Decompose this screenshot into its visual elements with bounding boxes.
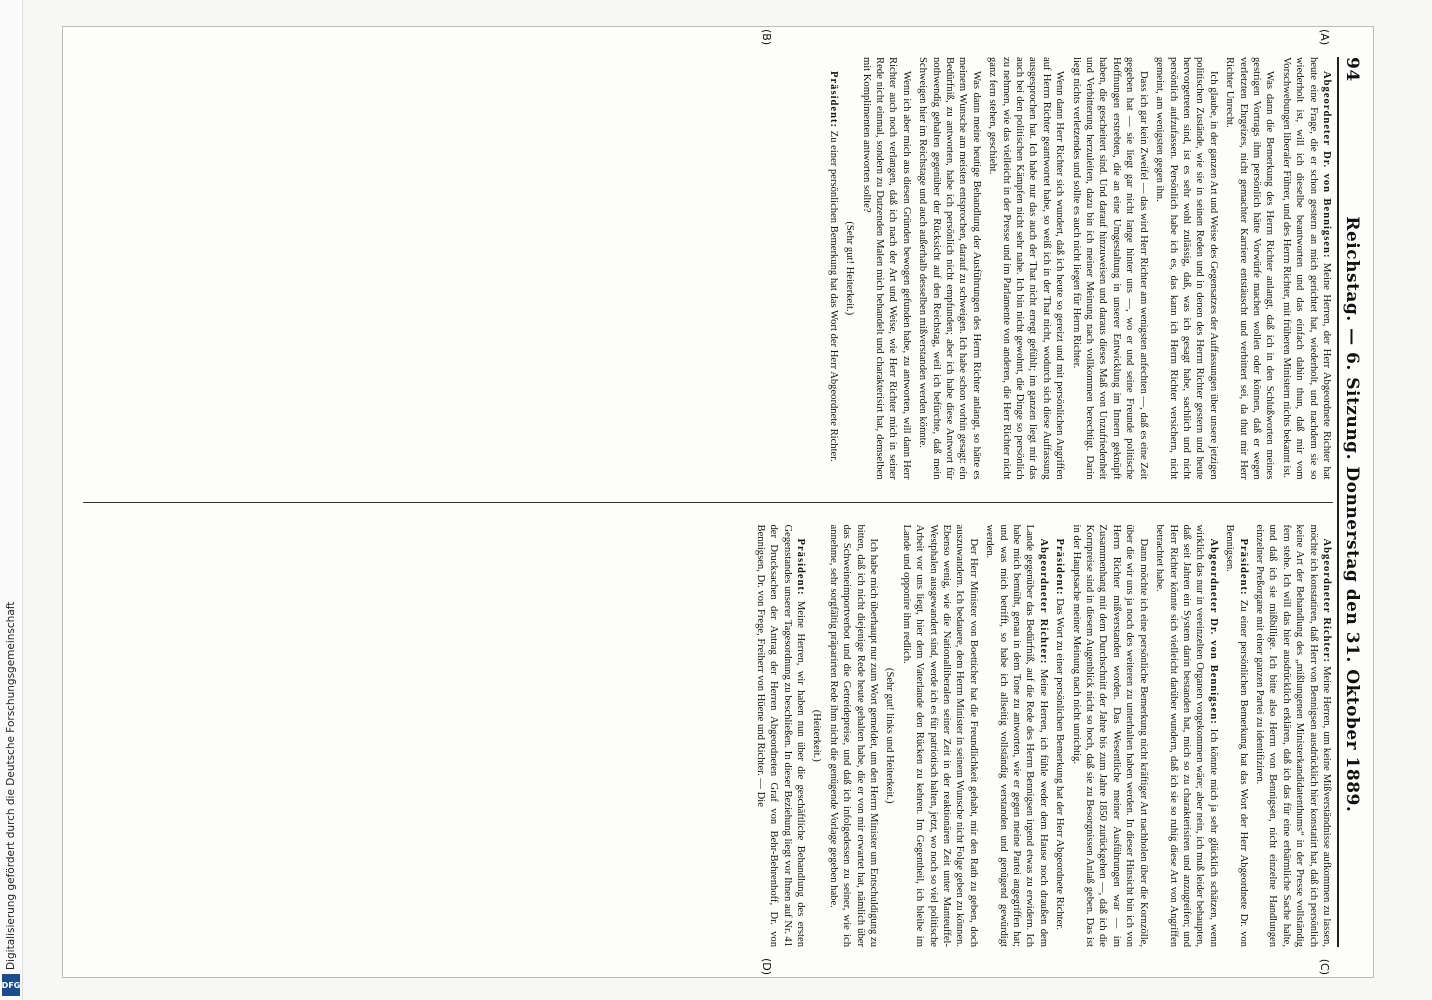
paragraph-text: Dass ich gar kein Zweifel — das wird Herr Richter am wenigsten anfechten —, daß es eine Zeit gegeben hat — sie liegt gar nicht lange hinter uns —, wo er und seine Freunde politische Hoffnungen erstrebten, die an eine Umgestaltung in unserer Entwicklung im Innern geknüpft haben, die gescheitert sind. Und darauf hinzuweisen und daraus dieses Maß von Unzufriedenheit und Verbitterung herzuleiten, dazu bin ich meiner Meinung nach vollkommen berechtigt. Darin liegt nichts verletzendes und sollte es auch nicht liegen für Herrn Richter. [1070, 57, 1149, 480]
paragraph-text: Ich glaube, in der ganzen Art und Weise des Gegensatzes der Auffassungen über unsere jetzigen politischen Zustände, wie sie in seinen Reden und in denen des Herrn Richter gestern und heute hervorgetreten sind, ist es sehr wohl zulässig, daß, was ich gesagt habe, sachlich und nicht persönlich aufzufassen. Persönlich habe ich es, das kann ich Herrn Richter versichern, nicht gemeint, am wenigsten gegen ihn. [1154, 57, 1219, 480]
margin-marker-c: (C) [1318, 958, 1331, 975]
paragraph [753, 525, 807, 948]
paragraph-text: (Heiterkeit.) [811, 709, 823, 762]
digitization-credit: Digitalisierung gefördert durch die Deutsche Forschungsgemeinschaft [5, 601, 17, 970]
paragraph-text: Meine Herren, wir haben nun über die geschäftliche Behandlung des ersten Gegenstandes unserer Tagesordnung zu beschließen. In dieser Beziehung liegt vor Ihnen auf Nr. 41 der Drucksachen der Antrag der Herren Abgeordneten Graf von Behr-Behrenhoff, Dr. von Bennigsen, Dr. von Frege, Freiherr von Hüene und Richter. — Die [754, 524, 806, 947]
stage-direction [810, 525, 823, 948]
dfg-logo: DFG [2, 974, 20, 996]
paragraph-text: (Sehr gut! links und Heiterkeit.) [884, 667, 896, 804]
paragraph [1053, 525, 1066, 948]
page-title: Reichstag. — 6. Sitzung. Donnerstag den 31. Oktober 1889. [1342, 216, 1362, 813]
speaker-name: Präsident: [1054, 538, 1066, 596]
paragraph-text: Meine Herren, der Herr Abgeordnete Richter hat heute eine Frage, die er schon gestern an mich gerichtet hat, wiederholt, und nachdem sie so wiederholt ist, will ich dieselbe beantworten und das einfach dahin thun, daß mir vom Vorschwebungen liberaler Führer, und des Herrn Richter, mit früheren Ministern nichts bekannt ist. [1280, 57, 1332, 480]
paragraph [1069, 57, 1149, 480]
paragraph-text: (Sehr gut! Heiterkeit.) [844, 221, 856, 316]
paragraph [859, 57, 913, 480]
right-column [83, 524, 1333, 975]
paragraph-text: Ich habe mich überhaupt nur zum Wort gemeldet, um den Herrn Minister um Entschuldigung zu bitten, daß ich nicht diejenige Rede heute gehalten habe, die er von mir erwartet hat, nämlich über das Schweineimportverbot und die Getreidepreise, und daß ich infolgedessen zu seiner, wie ich annehme, sehr sorgfältig präparirten Rede ihm nicht die genügende Vorlage gegeben habe. [827, 524, 879, 947]
column-divider [83, 502, 1333, 503]
paragraph-text: Der Herr Minister von Boetticher hat die Freundlichkeit gehabt, mir den Rath zu geben, doch auszuwandern. Ich bedauere, dem Herrn Minister in seinem Wunsche nicht Folge geben zu können. Ebenso wenig, wie die Nationalliberalen seiner Zeit in der reaktionären Zeit unter Manteuffel-Westphalen ausgewandert sind, werde ich es für patriotisch halten, jetzt, wo noch so viel politische Arbeit vor uns liegt, hier dem Vaterlande den Rücken zu kehren. Im Gegentheil, ich bleibe im Lande und opponire ihm redlich. [900, 524, 979, 947]
paragraph [826, 57, 839, 480]
page-number: 94 [1342, 57, 1362, 82]
paragraph [1223, 525, 1250, 948]
paragraph [1253, 525, 1333, 948]
paragraph-text: Wenn dann Herr Richter sich wundert, daß ich heute so gereizt und mit persönlichen Angriffen auf Herrn Richter geantwortet habe, so weiß ich in der That nicht, wodurch sich diese Auffassung ausgesprochen hat. Ich habe nur das auch der That nicht erregt gefühlt; im ganzen liegt mir das auch bei den politischen Kämpfen nicht sehr nahe. Ich bin nicht gewohnt, die Dinge so persönlich zu nehmen, wie das vielleicht in der Presse und im Parlamente von anderen, die Herr Richter nicht ganz fern stehen, geschieht. [987, 57, 1066, 480]
newspaper-page [62, 26, 1374, 978]
paragraph [986, 57, 1066, 480]
paragraph [916, 57, 983, 480]
margin-marker-b: (B) [760, 29, 773, 46]
speaker-name: Abgeordneter Richter: [1037, 538, 1049, 665]
stage-direction [883, 525, 896, 948]
paragraph [983, 525, 1050, 948]
paragraph [1069, 525, 1149, 948]
paragraph-text: Ich könnte mich ja sehr glücklich schätzen, wenn wirklich das nur in vereinzelten Organen vorgekommen wäre; aber nein, ich muß leider behaupten, daß seit Jahren ein System darin bestanden hat, mich so zu charakterisiren und anzugreifen; und Herr Richter könnte sich vielleicht darüber wundern, daß ich sie so ruhig diese Art von Angriffen betrachtet habe. [1154, 524, 1219, 948]
paragraph-text: Wenn ich aber mich aus diesen Gründen bewogen gefunden habe, zu antworten, will dann Herr Richter auch noch verlangen, daß ich nach der Art und Weise, wie Herr Richter mich in seiner Rede nicht einmal, sondern zu Dutzenden Malen mich behandelt und charakterisirt hat, demselben mit Komplimenten antworten sollte? [860, 57, 912, 480]
speaker-name: Abgeordneter Richter: [1321, 538, 1332, 663]
paragraph-text: Das Wort zu einer persönlichen Bemerkung hat der Herr Abgeordnete Richter. [1054, 598, 1066, 930]
paragraph [1153, 525, 1220, 948]
stage-direction [843, 57, 856, 480]
digitization-credit-strip [0, 0, 23, 1000]
paragraph-text: Dann möchte ich eine persönliche Bemerkung nicht kräftiger Art nachholen über die Kornzölle, über die wir uns ja noch des weiteren zu unterhalten haben werden. In dieser Hinsicht bin ich von Herrn Richter mißverstanden worden. Das Wesentliche meiner Ausführungen war — im Zusammenhang mit dem Durchschnitt der Jahre bis zum Jahre 1850 zurückgehen —, daß ich die Kornpreise sind in diesem Augenblick nicht so hoch, daß sie zu Besorgnissen Anlaß geben. Das ist in der Hauptsache meiner Meinung nach nicht unrichtig. [1070, 524, 1149, 947]
speaker-name: Präsident: [1237, 538, 1249, 596]
left-column [83, 29, 1333, 480]
paragraph-text: Was dann meine heutige Behandlung der Ausführungen des Herrn Richter anlangt, so hätte es meinem Wunsche am meisten entsprochen, darauf zu schweigen. Ich habe schon vorhin gesagt: ein Bedürfniß, zu antworten, habe ich persönlich nicht empfunden; aber ich habe diese Antwort für nothwendig gehalten gegenüber der Rücksicht auf den Reichstag, weil ich befürchte, daß mein Schweigen hier im Reichstage und auch außerhalb desselben mißverstanden werden könnte. [917, 57, 982, 480]
page-header [1337, 57, 1365, 947]
paragraph-text: Meine Herren, um keine Mißverständnisse aufkommen zu lassen, möchte ich konstatiren, daß Herr von Bennigsen ausdrücklich hier konstatirt hat, daß ich persönlich keine Art der Behandlung des „mißlungenen Ministerkandidatenthums“ in der Presse vollständig fern stehe. Ich will das hier ausdrücklich erklären, daß ich das für eine erbärmliche Sache halte, und daß ich sie mißbillige. Ich bitte also Herrn von Bennigsen, nicht einzelne Handlungen einzelner Preßorgane mit einer ganzen Partei zu identifiziren. [1253, 524, 1332, 947]
margin-marker-a: (A) [1318, 29, 1331, 46]
paragraph [826, 525, 880, 948]
paragraph [1153, 57, 1220, 480]
speaker-name: Abgeordneter Dr. von Bennigsen: [1207, 538, 1219, 725]
text-columns [83, 29, 1333, 975]
paragraph-text: Meine Herren, ich fühle weder dem Hause noch draußen dem Lande gegenüber das Bedürfniß, auf die Rede des Herrn Bennigsen irgend etwas zu erwidern. Ich habe mich bemüht, genau in dem Tone zu antworten, wie er gegen meine Partei angegriffen hat; und was mich betrifft, so habe ich allseitig vollständig verstanden und genügend gewürdigt werden. [984, 524, 1049, 947]
paragraph [1279, 57, 1333, 480]
speaker-name: Abgeordneter Dr. von Bennigsen: [1321, 71, 1332, 259]
speaker-name: Präsident: [794, 538, 806, 596]
paragraph [1223, 57, 1277, 480]
margin-marker-d: (D) [760, 957, 773, 975]
paragraph-text: Was dann die Bemerkung des Herrn Richter anlangt, daß ich in den Schlußworten meines gestrigen Vortrags ihm persönlich hätte Vorwürfe machen wollen oder können, daß er wegen verletzten Ehrgeizes, nicht gemachter Karriere entstäuscht und verbittert sei, da thut mir Herr Richter Unrecht. [1224, 57, 1276, 480]
speaker-name: Präsident: [827, 71, 839, 129]
paragraph-text: Zu einer persönlichen Bemerkung hat das Wort der Herr Abgeordnete Dr. von Bennigsen. [1224, 524, 1249, 947]
paragraph [899, 525, 979, 948]
paragraph-text: Zu einer persönlichen Bemerkung hat das Wort der Herr Abgeordnete Richter. [827, 130, 839, 462]
